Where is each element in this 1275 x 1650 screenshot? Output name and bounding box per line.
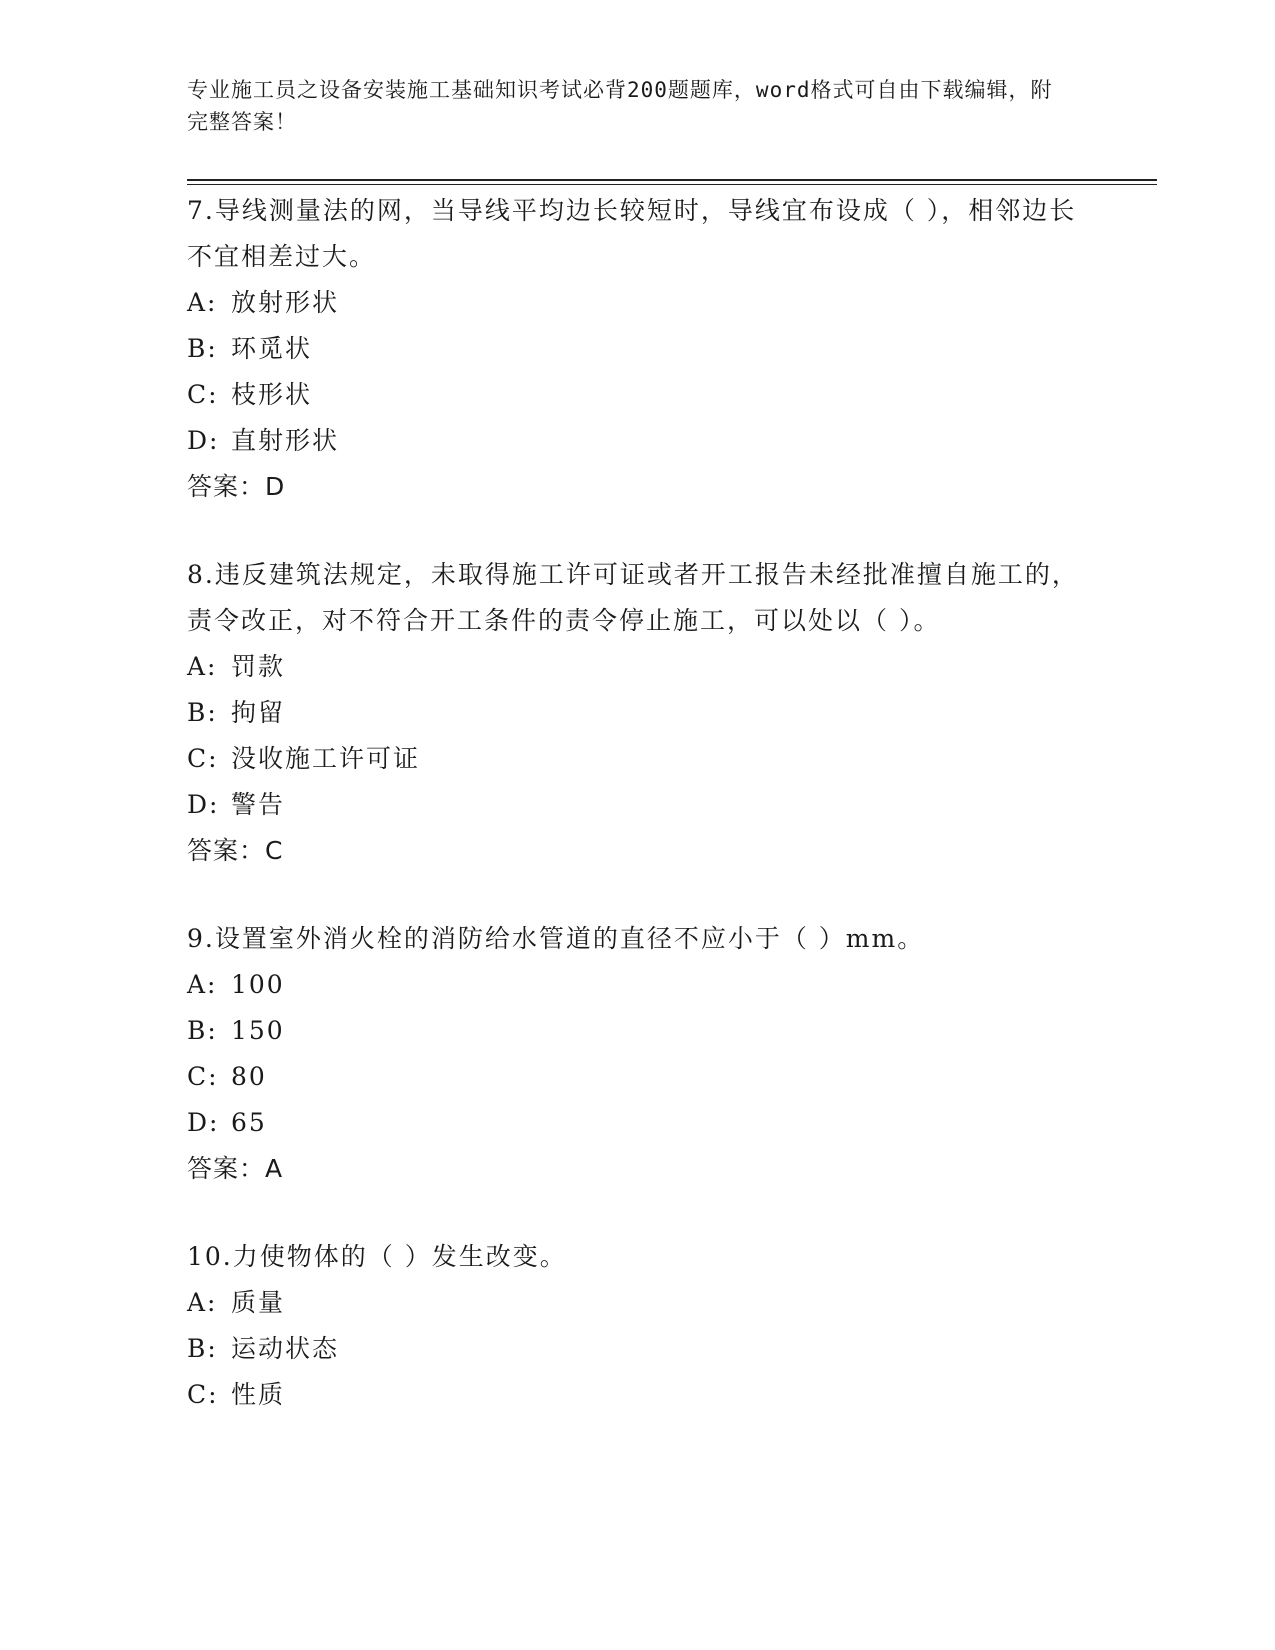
option-text: 质量 bbox=[231, 1288, 286, 1317]
option-key: C: bbox=[187, 380, 219, 409]
option-key: D: bbox=[187, 1108, 220, 1137]
question-10 bbox=[187, 1234, 1087, 1418]
answer-line: 答案：C bbox=[187, 836, 284, 865]
option-key: C: bbox=[187, 1380, 219, 1409]
option-key: C: bbox=[187, 744, 219, 773]
option-text: 罚款 bbox=[231, 652, 286, 681]
question-stem: 9.设置室外消火栓的消防给水管道的直径不应小于（ ）mm。 bbox=[187, 924, 925, 953]
option-key: A: bbox=[187, 1288, 218, 1317]
question-stem: 8.违反建筑法规定，未取得施工许可证或者开工报告未经批准擅自施工的，责令改正，对不符合开工条件的责令停止施工，可以处以（ ）。 bbox=[187, 560, 1079, 635]
option-text: 没收施工许可证 bbox=[231, 744, 421, 773]
option-text: 65 bbox=[231, 1108, 267, 1137]
option-key: D: bbox=[187, 426, 220, 455]
question-stem: 7.导线测量法的网，当导线平均边长较短时，导线宜布设成（ ），相邻边长不宜相差过大。 bbox=[187, 196, 1077, 271]
option-key: B: bbox=[187, 334, 218, 363]
question-9 bbox=[187, 916, 1087, 1192]
option-key: A: bbox=[187, 288, 218, 317]
option-key: D: bbox=[187, 790, 220, 819]
option-c bbox=[187, 372, 1087, 418]
option-key: B: bbox=[187, 1016, 218, 1045]
option-key: B: bbox=[187, 698, 218, 727]
document-header-title: 专业施工员之设备安装施工基础知识考试必背200题题库，word格式可自由下载编辑，附完整答案！ bbox=[187, 78, 1053, 134]
option-d bbox=[187, 418, 1087, 464]
option-text: 警告 bbox=[231, 790, 286, 819]
option-b bbox=[187, 690, 1087, 736]
option-text: 环觅状 bbox=[231, 334, 313, 363]
question-list bbox=[187, 188, 1087, 1460]
option-text: 100 bbox=[231, 970, 285, 999]
option-a bbox=[187, 962, 1087, 1008]
option-c bbox=[187, 736, 1087, 782]
answer-line: 答案：D bbox=[187, 472, 286, 501]
question-8 bbox=[187, 552, 1087, 874]
header-divider-thick bbox=[187, 179, 1157, 181]
option-key: A: bbox=[187, 652, 218, 681]
option-d bbox=[187, 782, 1087, 828]
option-d bbox=[187, 1100, 1087, 1146]
option-a bbox=[187, 1280, 1087, 1326]
answer-line: 答案：A bbox=[187, 1154, 284, 1183]
option-b bbox=[187, 1326, 1087, 1372]
option-text: 150 bbox=[231, 1016, 285, 1045]
header-divider-thin bbox=[187, 184, 1157, 185]
option-text: 拘留 bbox=[231, 698, 286, 727]
option-a bbox=[187, 644, 1087, 690]
option-text: 运动状态 bbox=[231, 1334, 340, 1363]
question-stem: 10.力使物体的（ ）发生改变。 bbox=[187, 1242, 567, 1271]
question-7 bbox=[187, 188, 1087, 510]
option-text: 放射形状 bbox=[231, 288, 340, 317]
option-b bbox=[187, 326, 1087, 372]
option-a bbox=[187, 280, 1087, 326]
option-key: C: bbox=[187, 1062, 219, 1091]
option-b bbox=[187, 1008, 1087, 1054]
option-c bbox=[187, 1372, 1087, 1418]
option-text: 枝形状 bbox=[231, 380, 313, 409]
option-text: 性质 bbox=[231, 1380, 286, 1409]
option-text: 直射形状 bbox=[231, 426, 340, 455]
option-c bbox=[187, 1054, 1087, 1100]
option-key: A: bbox=[187, 970, 218, 999]
option-key: B: bbox=[187, 1334, 218, 1363]
option-text: 80 bbox=[231, 1062, 267, 1091]
